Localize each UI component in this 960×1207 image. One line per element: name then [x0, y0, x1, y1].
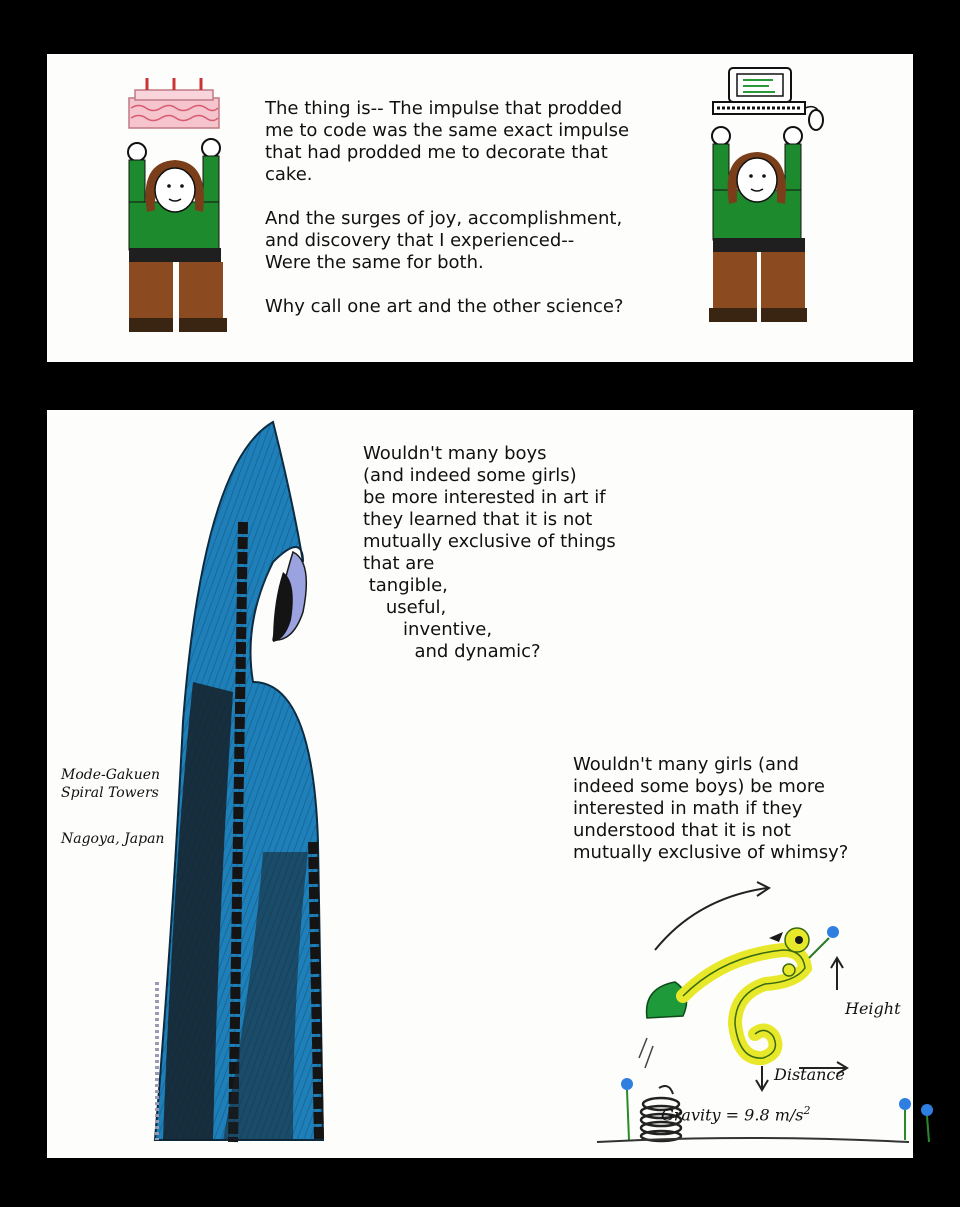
- birthday-cake-icon: [129, 78, 219, 128]
- height-label: Height: [845, 999, 901, 1018]
- figure-with-cake-illustration: [127, 72, 237, 334]
- blue-flower-icon: [827, 926, 839, 938]
- blue-flower-icon: [899, 1098, 911, 1110]
- gravity-label: [661, 1102, 810, 1124]
- girl-figure-left: [128, 139, 227, 332]
- distance-label: Distance: [774, 1065, 845, 1084]
- tower-caption-location: Nagoya, Japan: [61, 831, 165, 847]
- math-question-text: Wouldn't many girls (and indeed some boys) be more interested in math if they understood that it is not mutually exclusive of whimsy?: [573, 754, 849, 863]
- computer-icon: [713, 68, 823, 130]
- gravity-label-text: Gravity = 9.8 m/s: [661, 1105, 804, 1125]
- blue-flower-icon: [921, 1104, 933, 1116]
- blue-flower-icon: [621, 1078, 633, 1090]
- figure-with-computer-illustration: [683, 66, 833, 328]
- art-question-text: Wouldn't many boys (and indeed some girls) be more interested in art if they learned that it is not mutually exclusive of things that are tangible, useful, inventive, and dynamic?: [363, 443, 616, 662]
- gravity-exponent: 2: [803, 1104, 811, 1117]
- spiral-tower-illustration: [143, 422, 343, 1142]
- comic-panel-top: [47, 54, 913, 362]
- panel1-narration: The thing is-- The impulse that prodded me to code was the same exact impulse that had prodded me to decorate that cake. And the surges of joy, accomplishment, and discovery that I experienced-- Were the same for both. Why call one art and the other science?: [265, 98, 630, 317]
- girl-figure-right: [709, 127, 807, 322]
- comic-panel-bottom: [47, 410, 913, 1158]
- tower-caption-title: Mode-Gakuen Spiral Towers: [61, 767, 161, 801]
